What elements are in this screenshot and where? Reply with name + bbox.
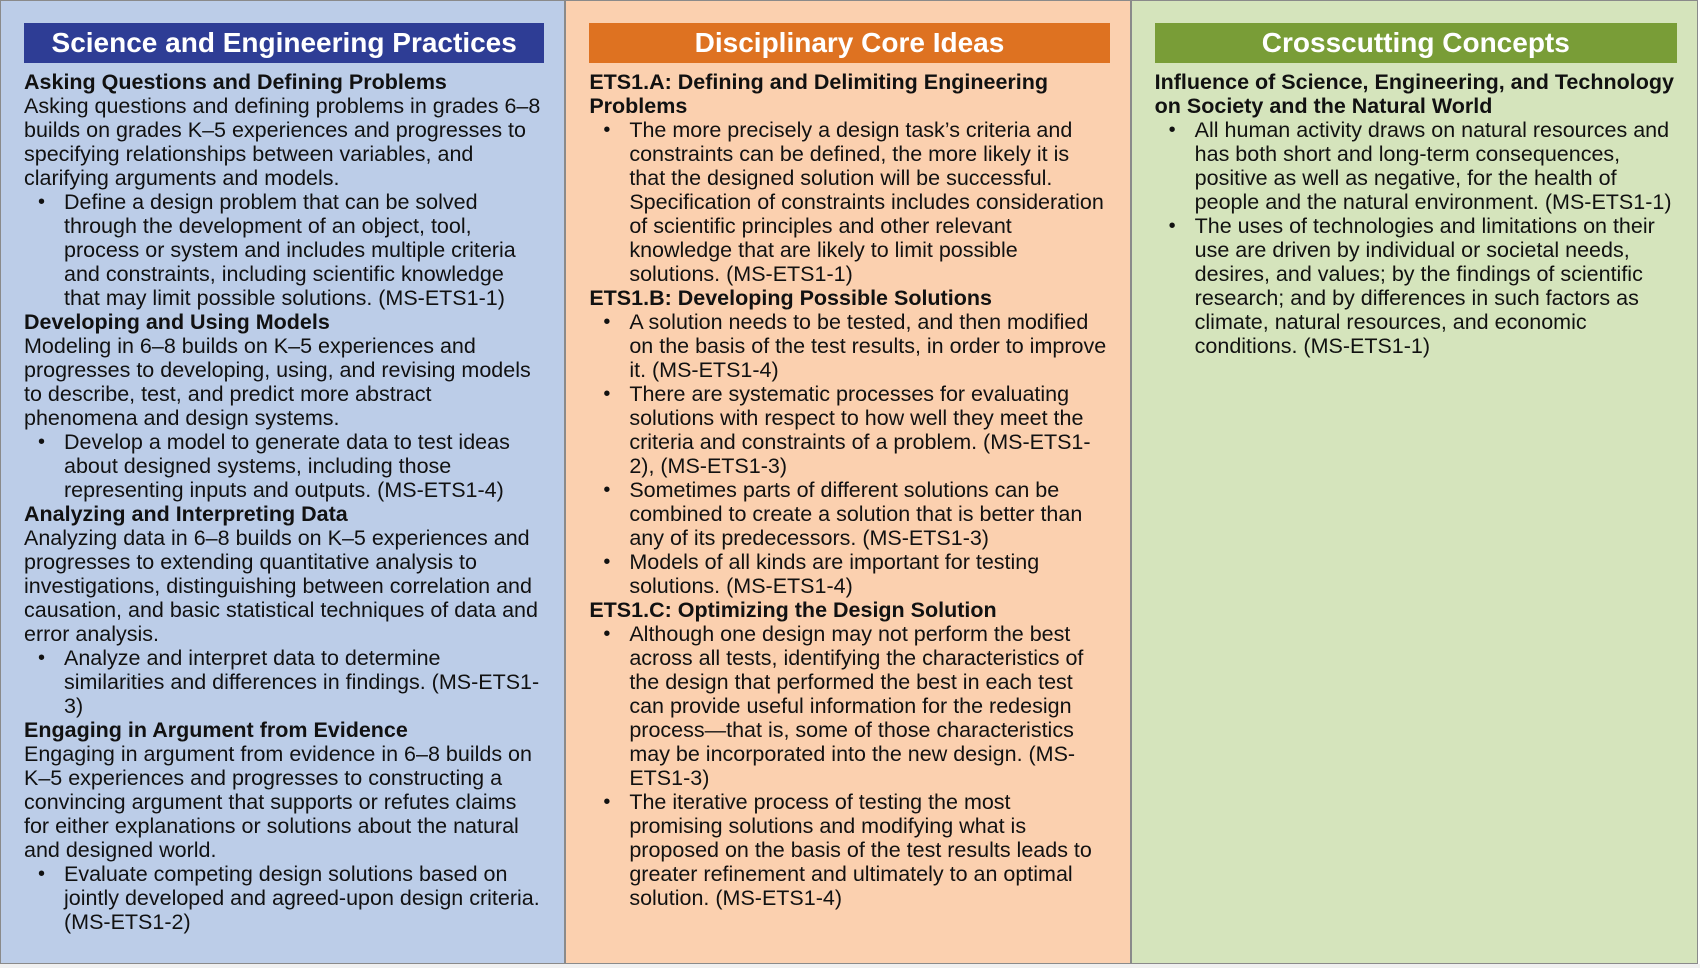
bullet-item bbox=[589, 118, 1109, 286]
section-list bbox=[1155, 70, 1677, 358]
bullet-icon: • bbox=[38, 863, 46, 885]
bullet-text: Sometimes parts of different solutions can be combined to create a solution that is better than any of its predecessors. (MS-ETS1-3) bbox=[629, 478, 1083, 550]
bullet-item bbox=[589, 478, 1109, 550]
column-disciplinary-core-ideas bbox=[566, 1, 1131, 963]
bullet-list bbox=[24, 430, 544, 502]
bullet-icon: • bbox=[603, 479, 611, 501]
bullet-icon: • bbox=[603, 383, 611, 405]
section-title: ETS1.C: Optimizing the Design Solution bbox=[589, 598, 997, 622]
bullet-icon: • bbox=[603, 119, 611, 141]
section-intro: Engaging in argument from evidence in 6–8 builds on K–5 experiences and progresses to constructing a convincing argument that supports or refutes claims for either explanations or solutions about the natural and designed world. bbox=[24, 742, 532, 862]
bullet-text: Develop a model to generate data to test ideas about designed systems, including those representing inputs and outputs. (MS-ETS1-4) bbox=[64, 430, 510, 502]
section-title: Influence of Science, Engineering, and Technology on Society and the Natural World bbox=[1154, 70, 1674, 118]
bullet-text: Evaluate competing design solutions based on jointly developed and agreed-upon design criteria. (MS-ETS1-2) bbox=[64, 862, 540, 934]
section-title: Engaging in Argument from Evidence bbox=[24, 718, 408, 742]
bullet-icon: • bbox=[603, 623, 611, 645]
column-crosscutting-concepts bbox=[1132, 1, 1697, 963]
bullet-list bbox=[589, 118, 1109, 286]
bullet-icon: • bbox=[38, 191, 46, 213]
column-header: Science and Engineering Practices bbox=[24, 23, 544, 63]
section-title: Asking Questions and Defining Problems bbox=[24, 70, 447, 94]
bullet-item bbox=[24, 190, 544, 310]
section-intro: Modeling in 6–8 builds on K–5 experiences and progresses to developing, using, and revising models to describe, test, and predict more abstract phenomena and design systems. bbox=[24, 334, 531, 430]
column-science-engineering-practices bbox=[1, 1, 566, 963]
section-intro: Asking questions and defining problems in grades 6–8 builds on grades K–5 experiences and progresses to specifying relationships between variables, and clarifying arguments and models. bbox=[24, 94, 541, 190]
bullet-text: The more precisely a design task’s criteria and constraints can be defined, the more likely it is that the designed solution will be successful. Specification of constraints includes consideration of scientific principles and other relevant knowledge that are likely to limit possible solutions. (MS-ETS1-1) bbox=[629, 118, 1104, 286]
bullet-list bbox=[589, 310, 1109, 598]
bullet-text: Analyze and interpret data to determine similarities and differences in findings. (MS-ETS1-3) bbox=[64, 646, 540, 718]
bullet-list bbox=[24, 646, 544, 718]
bullet-text: The iterative process of testing the most promising solutions and modifying what is proposed on the basis of the test results leads to greater refinement and ultimately to an optimal solution. (MS-ETS1-4) bbox=[629, 790, 1092, 910]
bullet-item bbox=[589, 550, 1109, 598]
bullet-text: Although one design may not perform the best across all tests, identifying the characteristics of the design that performed the best in each test can provide useful information for the redesign process—that is, some of those characteristics may be incorporated into the new design. (MS-ETS1-3) bbox=[629, 622, 1084, 790]
bullet-list bbox=[24, 190, 544, 310]
section-list bbox=[589, 70, 1109, 910]
section-title: ETS1.B: Developing Possible Solutions bbox=[589, 286, 992, 310]
column-header: Disciplinary Core Ideas bbox=[589, 23, 1109, 63]
bullet-icon: • bbox=[603, 791, 611, 813]
bullet-icon: • bbox=[603, 551, 611, 573]
section-intro: Analyzing data in 6–8 builds on K–5 experiences and progresses to extending quantitative analysis to investigations, distinguishing between correlation and causation, and basic statistical techniques of data and error analysis. bbox=[24, 526, 538, 646]
bullet-item bbox=[24, 646, 544, 718]
bullet-item bbox=[1155, 118, 1677, 214]
bullet-text: The uses of technologies and limitations on their use are driven by individual or societal needs, desires, and values; by the findings of scientific research; and by differences in such factors as climate, natural resources, and economic conditions. (MS-ETS1-1) bbox=[1194, 214, 1655, 358]
section-title: Analyzing and Interpreting Data bbox=[24, 502, 348, 526]
bullet-list bbox=[24, 862, 544, 934]
bullet-text: Models of all kinds are important for testing solutions. (MS-ETS1-4) bbox=[629, 550, 1040, 598]
section-list bbox=[24, 70, 544, 934]
bullet-icon: • bbox=[38, 431, 46, 453]
bullet-item bbox=[24, 430, 544, 502]
bullet-icon: • bbox=[38, 647, 46, 669]
bullet-item bbox=[24, 862, 544, 934]
bullet-item bbox=[589, 310, 1109, 382]
bullet-item bbox=[589, 790, 1109, 910]
bullet-icon: • bbox=[1168, 119, 1176, 141]
section-title: Developing and Using Models bbox=[24, 310, 330, 334]
bullet-item bbox=[589, 622, 1109, 790]
section-title: ETS1.A: Defining and Delimiting Engineering Problems bbox=[589, 70, 1049, 118]
bullet-text: There are systematic processes for evaluating solutions with respect to how well they meet the criteria and constraints of a problem. (MS-ETS1-2), (MS-ETS1-3) bbox=[629, 382, 1091, 478]
bullet-list bbox=[1155, 118, 1677, 358]
bullet-item bbox=[589, 382, 1109, 478]
bullet-text: A solution needs to be tested, and then modified on the basis of the test results, in order to improve it. (MS-ETS1-4) bbox=[629, 310, 1107, 382]
bullet-icon: • bbox=[1168, 215, 1176, 237]
bullet-text: Define a design problem that can be solved through the development of an object, tool, process or system and includes multiple criteria and constraints, including scientific knowledge that may limit possible solutions. (MS-ETS1-1) bbox=[64, 190, 516, 310]
bullet-list bbox=[589, 622, 1109, 910]
bullet-item bbox=[1155, 214, 1677, 358]
column-header: Crosscutting Concepts bbox=[1155, 23, 1677, 63]
bottom-divider bbox=[0, 964, 1700, 968]
bullet-icon: • bbox=[603, 311, 611, 333]
bullet-text: All human activity draws on natural resources and has both short and long-term consequences, positive as well as negative, for the health of people and the natural environment. (MS-ETS1-1) bbox=[1194, 118, 1672, 214]
